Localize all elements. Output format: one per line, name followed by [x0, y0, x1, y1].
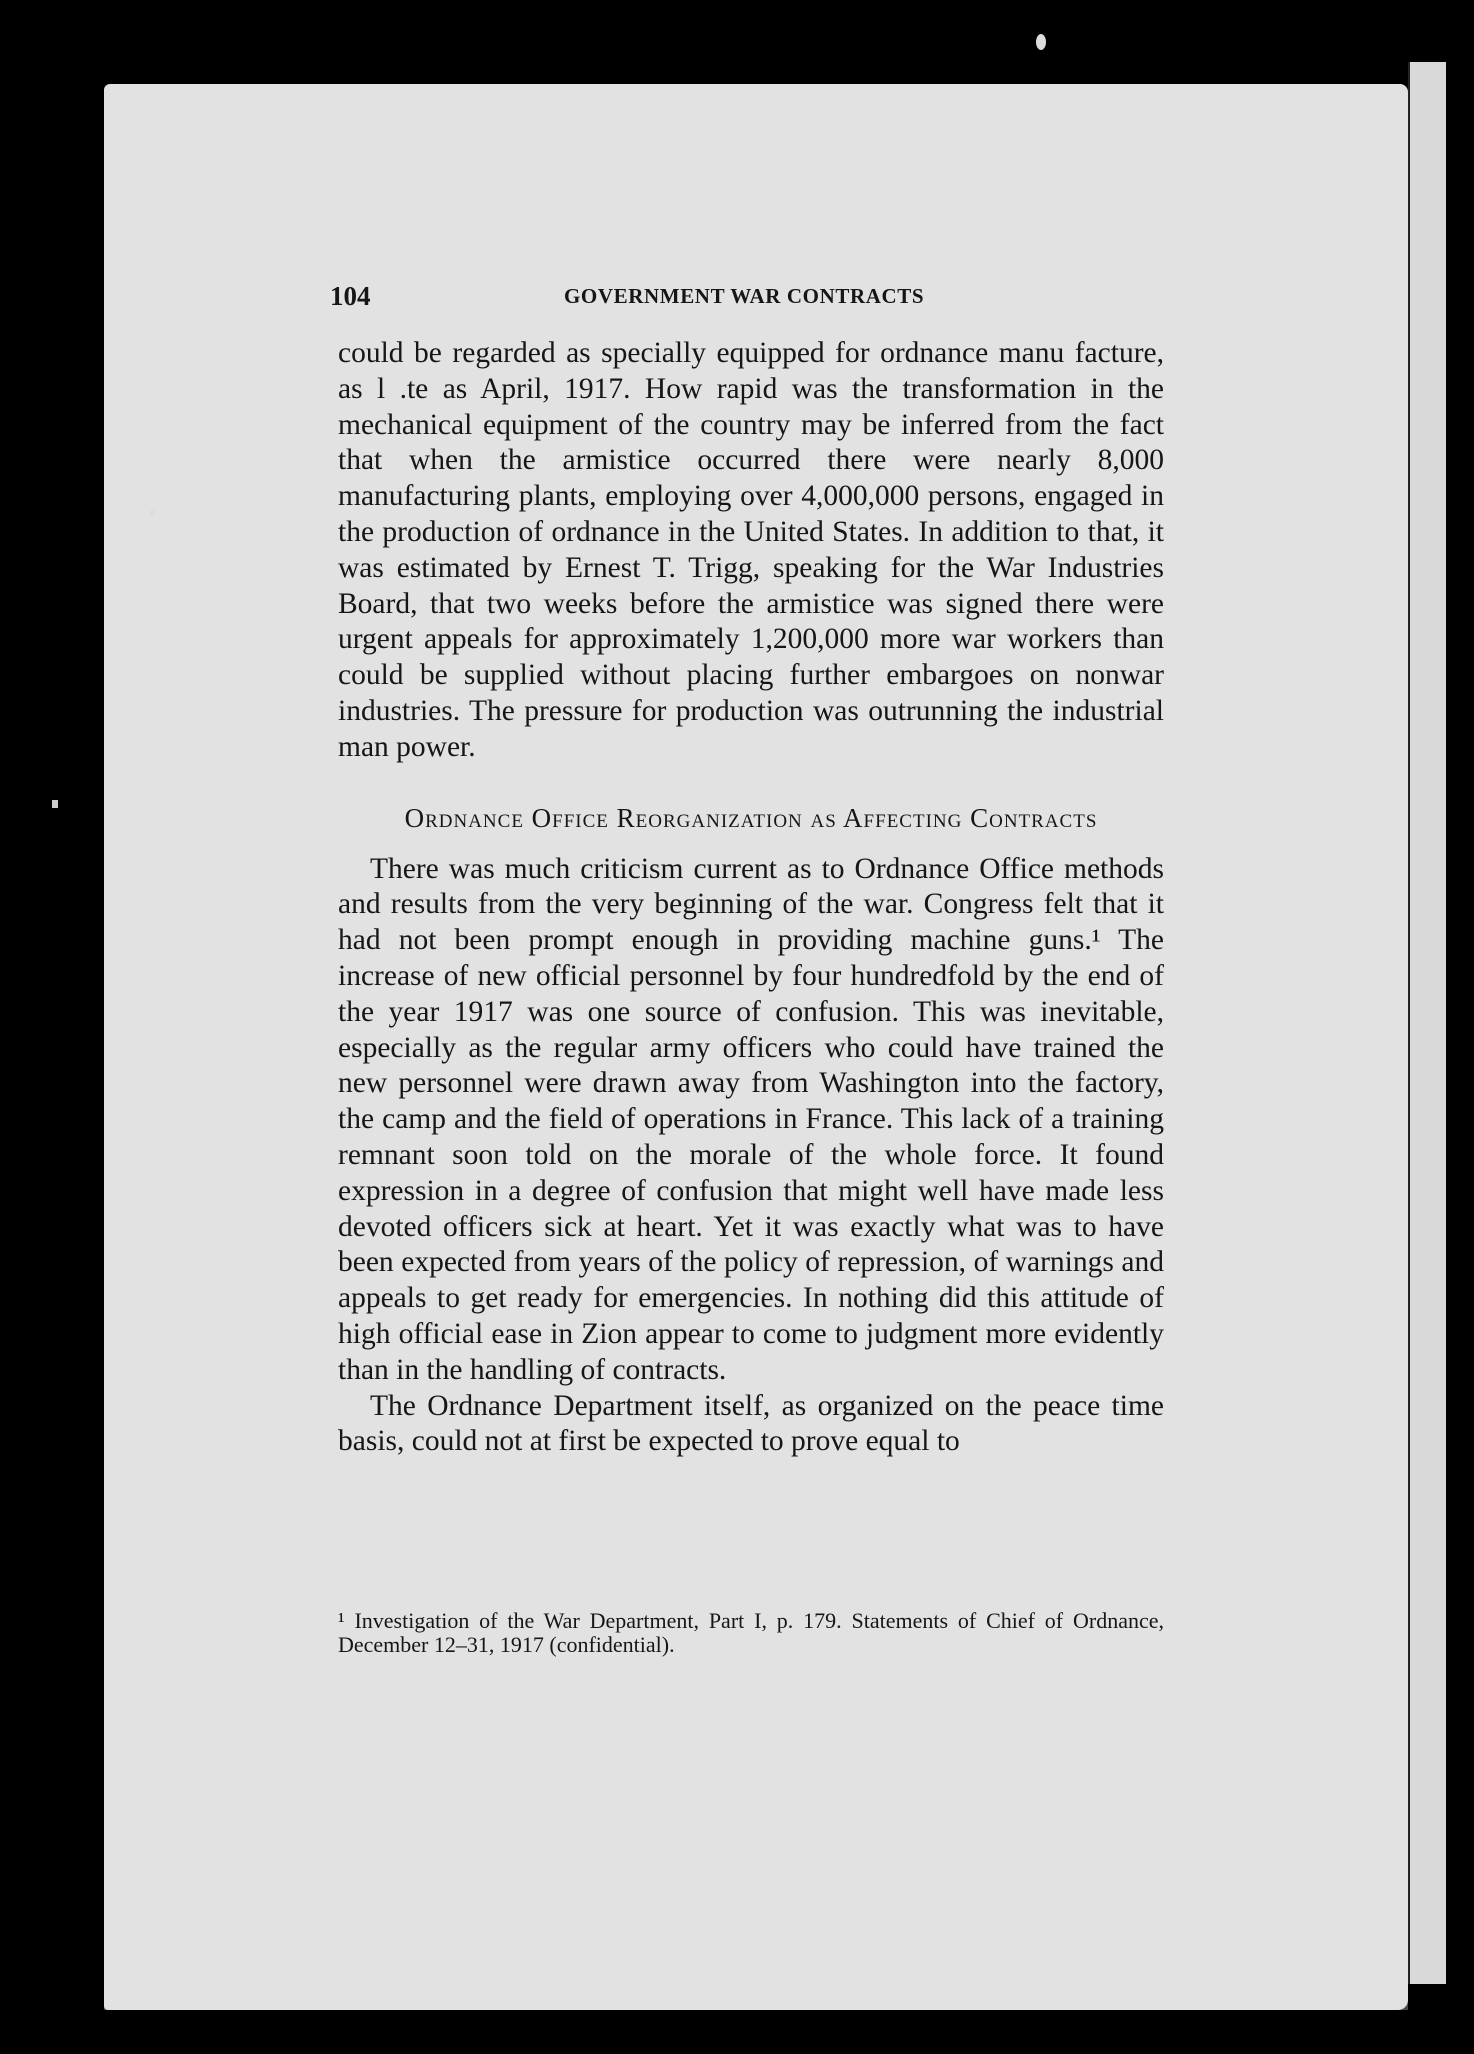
running-title: GOVERNMENT WAR CONTRACTS [564, 284, 925, 308]
paragraph: The Ordnance Department itself, as organized on the peace time basis, could not at first be expected to prove equal to [338, 1389, 1164, 1458]
body-text [338, 336, 1164, 1460]
paragraph: could be regarded as specially equipped for ordnance manu facture, as l .te as April, 1917. How rapid was the transformation in the mechanical equipment of the country may be inferred from the fact that when the armistice occurred there were nearly 8,000 manufacturing plants, employing over 4,000,000 persons, engaged in the production of ordnance in the United States. In addition to that, it was estimated by Ernest T. Trigg, speaking for the War Industries Board, that two weeks before the armistice was signed there were urgent appeals for approximately 1,200,000 more war workers than could be supplied without placing further embargoes on nonwar industries. The pressure for production was outrunning the industrial man power. [338, 337, 1164, 763]
page-number: 104 [330, 281, 371, 311]
paragraph: There was much criticism current as to Ordnance Office methods and results from the very beginning of the war. Congress felt that it had not been prompt enough in providing machine guns.¹ The increase of new official personnel by four hundredfold by the end of the year 1917 was one source of confusion. This was inevitable, especially as the regular army officers who could have trained the new personnel were drawn away from Washington into the factory, the camp and the field of operations in France. This lack of a training remnant soon told on the morale of the whole force. It found expression in a degree of confusion that might well have made less devoted officers sick at heart. Yet it was exactly what was to have been expected from years of the policy of repression, of warnings and appeals to get ready for emergencies. In nothing did this attitude of high official ease in Zion appear to come to judgment more evidently than in the handling of contracts. [338, 852, 1164, 1386]
section-heading: Ordnance Office Reorganization as Affecting Contracts [404, 802, 1098, 833]
scan-speck [1036, 34, 1046, 50]
scan-speck [150, 510, 155, 516]
facing-page-edge [1408, 62, 1446, 1984]
running-head [330, 281, 1160, 311]
scan-speck [52, 800, 58, 808]
footnote: ¹ Investigation of the War Department, Part I, p. 179. Statements of Chief of Ordnance, December 12–31, 1917 (confidential). [338, 1608, 1164, 1657]
